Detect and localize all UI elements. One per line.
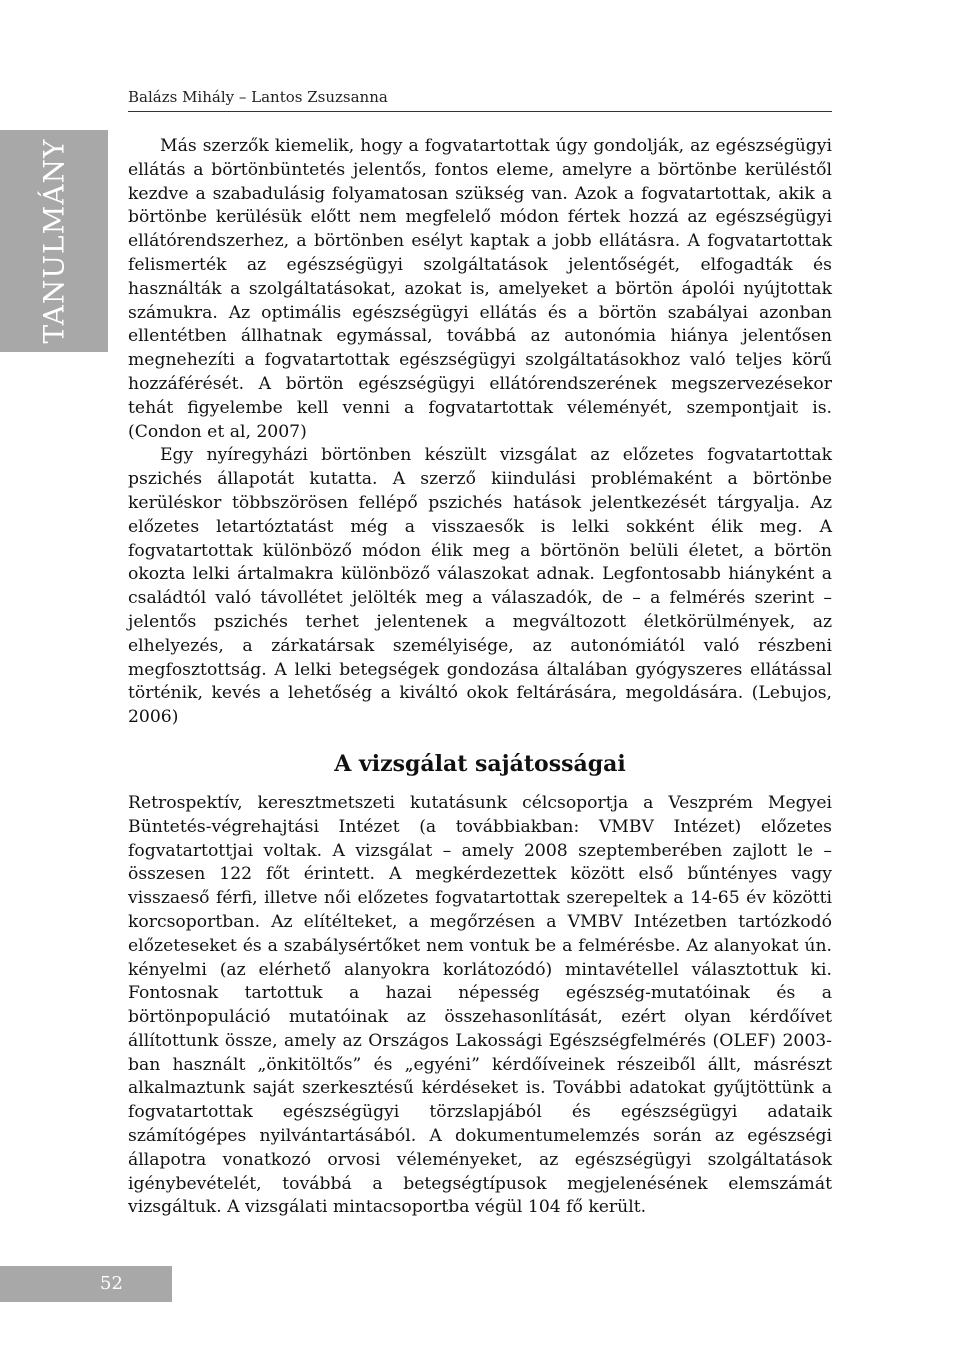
section-paragraph: Retrospektív, keresztmetszeti kutatásunk célcsoportja a Veszprém Megyei Büntetés-végrehajtási Intézet (a továbbiakban: VMBV Intézet) előzetes fogvatartottjai voltak. A vizsgálat – amely 2008 szeptemberében zajlott le – összesen 122 főt érintett. A megkérdezettek között első bűntényes vagy visszaeső férfi, illetve női előzetes fogvatartottak szerepeltek a 14-65 év közötti korcsoportban. Az elítélteket, a megőrzésen a VMBV Intézetben tartózkodó előzeteseket és a szabálysértőket nem vontuk be a felmérésbe. Az alanyokat ún. kényelmi (az elérhető alanyokra korlátozódó) mintavétellel választottuk ki. Fontosnak tartottuk a hazai népesség egészség-mutatóinak és a börtönpopuláció mutatóinak az összehasonlítását, ezért olyan kérdőívet állítottunk össze, amely az Országos Lakossági Egészségfelmérés (OLEF) 2003-ban használt „önkitöltős” és „egyéni” kérdőíveinek részeiből állt, másrészt alkalmaztunk saját szerkesztésű kérdéseket is. További adatokat gyűjtöttünk a fogvatartottak egészségügyi törzslapjából és egészségügyi adataik számítógépes nyilvántartásából. A dokumentumelemzés során az egészségi állapotra vonatkozó orvosi véleményeket, az egészségügyi szolgáltatások igénybevételét, továbbá a betegségtípusok megjelenésének elemszámát vizsgáltuk. A vizsgálati mintacsoportba végül 104 fő került.	[128, 792, 832, 1218]
page-number: 52	[100, 1273, 123, 1294]
section-heading: A vizsgálat sajátosságai	[334, 750, 626, 777]
header-divider	[128, 111, 832, 112]
running-header-authors: Balázs Mihály – Lantos Zsuzsanna	[128, 88, 388, 106]
page-number-bar	[0, 1266, 172, 1302]
body-paragraph-2: Egy nyíregyházi börtönben készült vizsgálat az előzetes fogvatartottak pszichés állapotát kutatta. A szerző kiindulási problémaként a börtönbe kerüléskor többszörösen fellépő pszichés hatások jelentkezését tárgyalja. Az előzetes letartóztatást még a visszaesők is lelki sokként élik meg. A fogvatartottak különböző módon élik meg a börtönön belüli életet, a börtön okozta lelki ártalmakra különböző válaszokat adnak. Legfontosabb hiányként a családtól való távollétet jelölték meg a válaszadók, de – a felmérés szerint – jelentős pszichés terhet jelentenek a megváltozott életkörülmények, az elhelyezés, a zárkatársak személyisége, az autonómiától való részbeni megfosztottság. A lelki betegségek gondozása általában gyógyszeres ellátással történik, kevés a lehetőség a kiváltó okok feltárására, megoldására. (Lebujos, 2006)	[128, 445, 832, 728]
section-tab-label: TANULMÁNY	[37, 138, 71, 344]
article-body	[128, 135, 832, 1220]
section-tab	[0, 130, 108, 352]
body-paragraph-1: Más szerzők kiemelik, hogy a fogvatartottak úgy gondolják, az egészségügyi ellátás a börtönbüntetés jelentős, fontos eleme, amelyre a börtönbe kerüléstől kezdve a szabadulásig folyamatosan szükség van. Azok a fogvatartottak, akik a börtönbe kerülésük előtt nem megfelelő módon fértek hozzá az egészségügyi ellátórendszerhez, a börtönben esélyt kaptak a jobb ellátásra. A fogvatartottak felismerték az egészségügyi szolgáltatások jelentőségét, elfogadták és használták a szolgáltatásokat, azokat is, amelyeket a börtön ápolói nyújtottak számukra. Az optimális egészségügyi ellátás és a börtön szabályai azonban ellentétben állhatnak egymással, továbbá az autonómia hiánya jelentősen megnehezíti a fogvatartottak egészségügyi szolgáltatásokhoz való teljes körű hozzáférését. A börtön egészségügyi ellátórendszerének megszervezésekor tehát figyelembe kell venni a fogvatartottak véleményét, szempontjait is. (Condon et al, 2007)	[128, 136, 832, 442]
